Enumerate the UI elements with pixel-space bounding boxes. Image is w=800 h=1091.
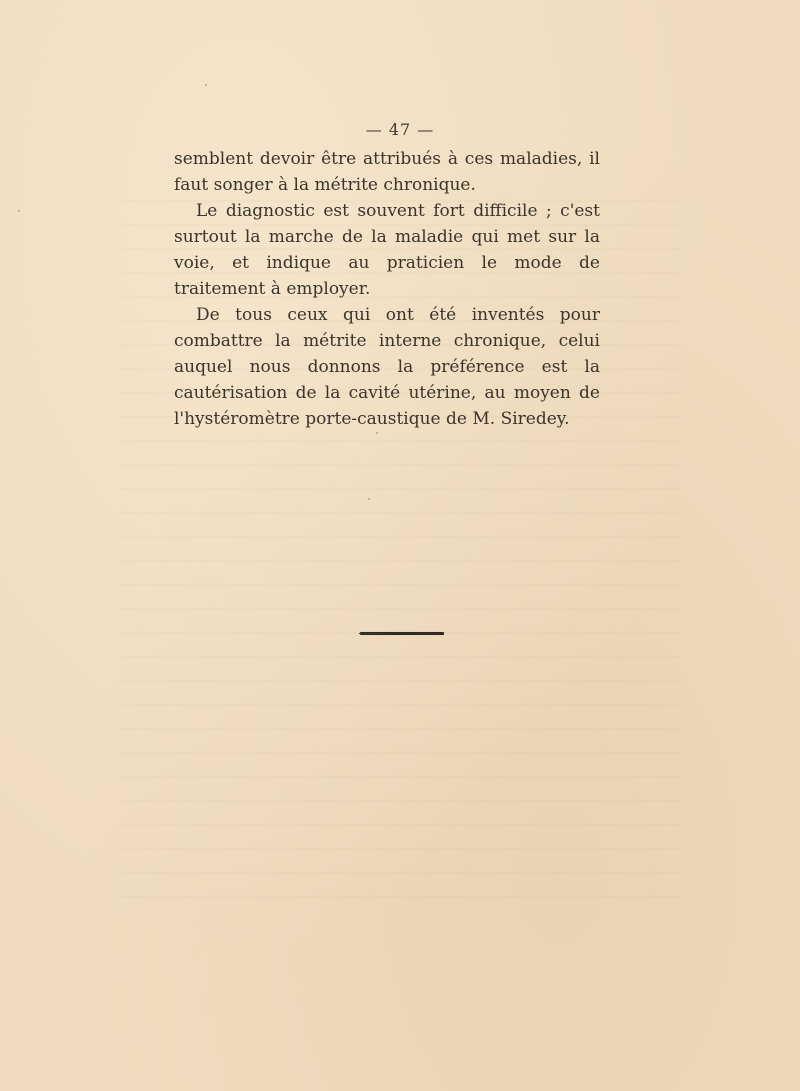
paper-speck — [376, 432, 378, 434]
paper-speck — [205, 84, 207, 86]
paper-speck — [18, 210, 20, 212]
paragraph-1: semblent devoir être attribués à ces maladies, il faut songer à la métrite chronique. — [174, 149, 600, 195]
body-text — [174, 146, 600, 432]
paper-speck — [368, 498, 370, 500]
page-number: — 47 — — [365, 120, 435, 139]
end-rule — [360, 632, 444, 635]
paragraph-3: De tous ceux qui ont été inventés pour combattre la métrite interne chronique, celui auquel nous donnons la préférence est la cautérisation de la cavité utérine, au moyen de l'hystéromètre porte-caustique de M. Siredey. — [174, 305, 600, 429]
paragraph-2: Le diagnostic est souvent fort difficile ; c'est surtout la marche de la maladie qui met sur la voie, et indique au praticien le mode de traitement à employer. — [174, 201, 600, 299]
